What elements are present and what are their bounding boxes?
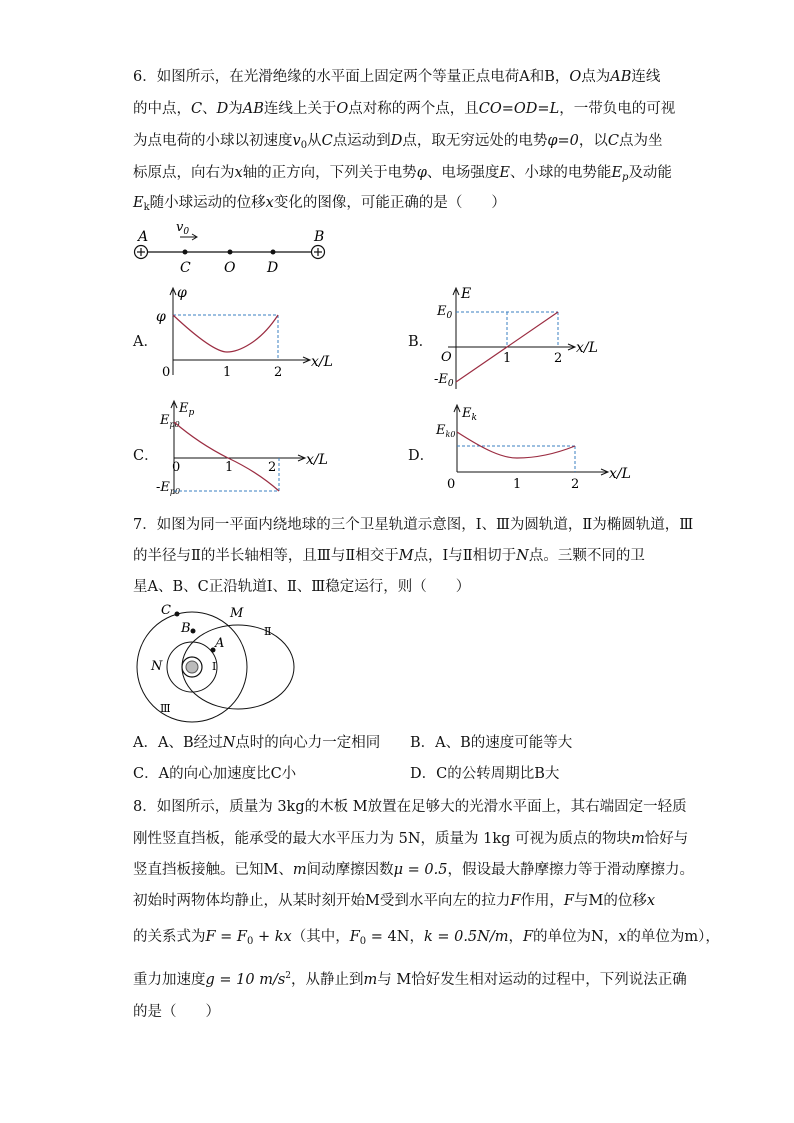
svg-text:Ⅰ: Ⅰ bbox=[212, 660, 217, 673]
svg-text:2: 2 bbox=[571, 477, 580, 492]
q7-line-2: 的半径与Ⅱ的半长轴相等，且Ⅲ与Ⅱ相交于M点，Ⅰ与Ⅱ相切于N点。三颗不同的卫 bbox=[133, 548, 645, 564]
svg-text:Ⅱ: Ⅱ bbox=[264, 625, 272, 638]
graph-d-curve bbox=[457, 432, 575, 458]
graph-b bbox=[430, 285, 610, 395]
point-o bbox=[228, 250, 233, 255]
svg-text:1: 1 bbox=[503, 351, 512, 366]
svg-text:x/L: x/L bbox=[609, 466, 631, 482]
svg-text:φ: φ bbox=[177, 285, 187, 301]
q7-option-b[interactable]: B．A、B的速度可能等大 bbox=[410, 735, 573, 751]
svg-text:1: 1 bbox=[225, 460, 234, 475]
svg-text:Ep: $E_p$ bbox=[179, 401, 195, 418]
q8-line-6: 重力加速度g = 10 $m/s^2$，从静止到m与 M恰好发生相对运动的过程中，下列说法正确 bbox=[133, 971, 687, 988]
q6-line-2: 的中点，C、D为AB连线上关于O点对称的两个点，且CO=OD=L，一带负电的可视 bbox=[133, 101, 676, 117]
v0-label: $v_0$ bbox=[176, 220, 190, 237]
q6-line-5: $E_k$随小球运动的位移x变化的图像，可能正确的是（ ） bbox=[133, 195, 506, 213]
graph-d-label: D． bbox=[408, 448, 435, 464]
svg-text:x/L: x/L bbox=[306, 452, 328, 468]
svg-text:E0: $E_0$ bbox=[437, 304, 453, 321]
svg-text:Ⅲ: Ⅲ bbox=[160, 702, 171, 715]
q7-line-3: 星A、B、C正沿轨道Ⅰ、Ⅱ、Ⅲ稳定运行，则（ ） bbox=[133, 579, 471, 595]
svg-text:-E0: $-E_0$ bbox=[434, 372, 454, 389]
svg-text:Ek0: $E_{k0}$ bbox=[436, 423, 456, 439]
point-d-label: D bbox=[267, 260, 279, 276]
charge-b-label: B bbox=[314, 229, 325, 245]
svg-text:1: 1 bbox=[513, 477, 522, 492]
graph-c bbox=[150, 398, 350, 498]
graph-c-curve bbox=[174, 422, 279, 491]
sat-b bbox=[191, 629, 196, 634]
svg-text:C: C bbox=[161, 603, 171, 618]
charge-a-label: A bbox=[138, 229, 149, 245]
graph-a-curve bbox=[173, 315, 278, 352]
svg-text:x/L: x/L bbox=[576, 340, 598, 356]
point-o-label: O bbox=[224, 260, 236, 276]
point-c bbox=[183, 250, 188, 255]
svg-text:Ep0: $E_{p0}$ bbox=[160, 413, 180, 429]
q8-line-5: 的关系式为$F = F_0 + kx$（其中，$F_0 = 4N$，k = 0.5N/m，F的单位为N，x的单位为m）， bbox=[133, 929, 720, 947]
graph-d bbox=[430, 402, 630, 492]
graph-c-label: C． bbox=[133, 448, 159, 464]
svg-text:2: 2 bbox=[274, 365, 283, 380]
svg-text:N: N bbox=[151, 659, 163, 674]
svg-text:φ: φ bbox=[156, 309, 166, 325]
svg-text:x/L: x/L bbox=[311, 354, 333, 370]
sat-c bbox=[175, 612, 180, 617]
q7-option-d[interactable]: D．C的公转周期比B大 bbox=[410, 766, 560, 782]
svg-text:Ek: $E_k$ bbox=[462, 406, 477, 423]
point-d bbox=[271, 250, 276, 255]
svg-text:0: 0 bbox=[172, 460, 181, 475]
q7-orbit-figure bbox=[130, 600, 300, 725]
graph-b-label: B． bbox=[408, 334, 434, 350]
svg-text:2: 2 bbox=[268, 460, 277, 475]
svg-text:A: A bbox=[215, 636, 225, 651]
graph-a-label: A． bbox=[133, 334, 158, 350]
graph-a bbox=[150, 285, 350, 380]
svg-text:2: 2 bbox=[554, 351, 563, 366]
svg-text:O: O bbox=[441, 350, 452, 365]
svg-text:M: M bbox=[230, 606, 244, 621]
q7-option-a[interactable]: A．A、B经过N点时的向心力一定相同 bbox=[133, 735, 381, 751]
svg-text:0: 0 bbox=[162, 365, 171, 380]
svg-text:E: E bbox=[461, 286, 472, 302]
q8-line-7: 的是（ ） bbox=[133, 1004, 220, 1020]
svg-text:0: 0 bbox=[447, 477, 456, 492]
q8-line-4: 初始时两物体均静止，从某时刻开始M受到水平向左的拉力F作用，F与M的位移x bbox=[133, 893, 656, 909]
svg-text:B: B bbox=[181, 621, 191, 636]
q8-line-3: 竖直挡板接触。已知M、m间动摩擦因数μ = 0.5，假设最大静摩擦力等于滑动摩擦力。 bbox=[133, 862, 694, 878]
q7-line-1: 7．如图为同一平面内绕地球的三个卫星轨道示意图，Ⅰ、Ⅲ为圆轨道，Ⅱ为椭圆轨道，Ⅲ bbox=[133, 517, 694, 533]
q6-line-3: 为点电荷的小球以初速度$v_0$从C点运动到D点，取无穷远处的电势φ=0，以C点为坐 bbox=[133, 133, 663, 151]
q8-line-2: 刚性竖直挡板，能承受的最大水平压力为 5N，质量为 1kg 可视为质点的物块m恰好与 bbox=[133, 831, 689, 847]
svg-text:-Ep0: $-E_{p0}$ bbox=[156, 480, 181, 496]
svg-text:1: 1 bbox=[223, 365, 232, 380]
q6-line-1: 6．如图所示，在光滑绝缘的水平面上固定两个等量正点电荷A和B，O点为AB连线 bbox=[133, 69, 661, 85]
q6-charge-figure bbox=[130, 222, 330, 278]
q7-option-c[interactable]: C．A的向心加速度比C小 bbox=[133, 766, 297, 782]
q6-line-4: 标原点，向右为x轴的正方向，下列关于电势φ、电场强度E、小球的电势能$E_p$及动能 bbox=[133, 165, 672, 183]
q8-line-1: 8．如图所示，质量为 3kg的木板 M放置在足够大的光滑水平面上，其右端固定一轻质 bbox=[133, 799, 687, 815]
point-c-label: C bbox=[180, 260, 191, 276]
